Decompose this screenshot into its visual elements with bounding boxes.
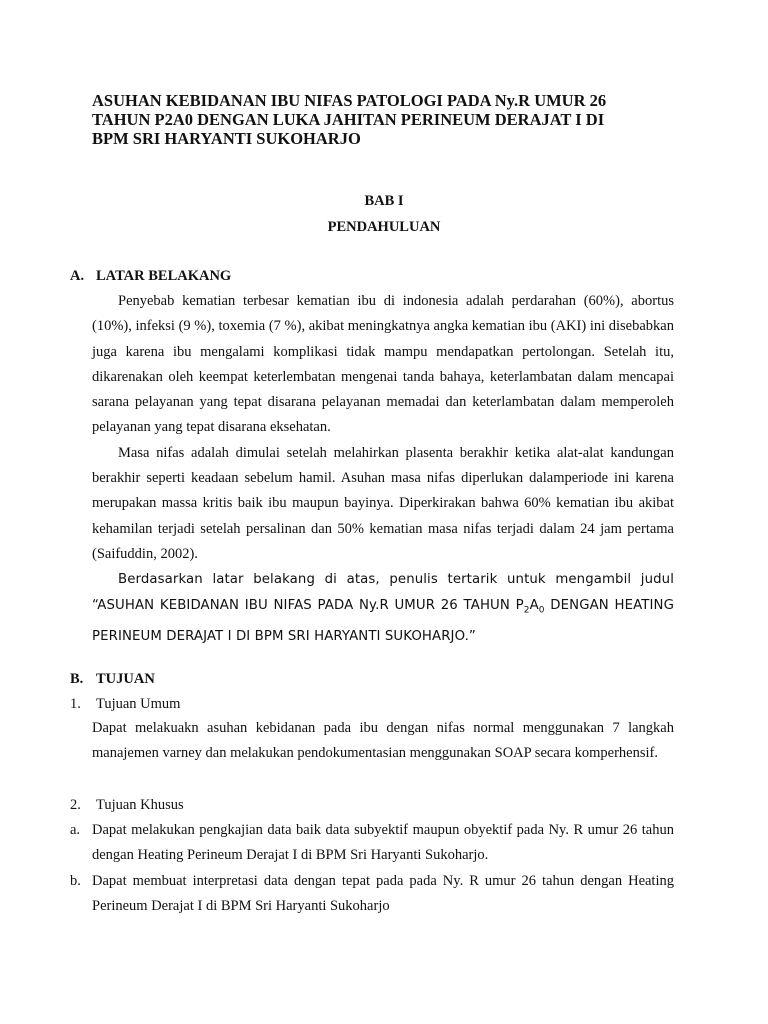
- section-a-label: LATAR BELAKANG: [96, 268, 232, 284]
- title-line-3: BPM SRI HARYANTI SUKOHARJO: [92, 129, 361, 148]
- list-item-1-text: Dapat melakuakn asuhan kebidanan pada ibu dengan nifas normal menggunakan 7 langkah manajemen varney dan melakukan pendokumentasian menggunakan SOAP secara komperhensif.: [92, 720, 674, 762]
- chapter-title: PENDAHULUAN: [327, 219, 441, 235]
- list-item-2-title: Tujuan Khusus: [96, 797, 184, 813]
- section-a-body: [92, 289, 674, 649]
- list-item-1-number: 1.: [70, 696, 81, 712]
- paragraph-2: Masa nifas adalah dimulai setelah melahirkan plasenta berakhir ketika alat-alat kandungan berakhir seperti keadaan sebelum hamil. Asuhan masa nifas diperlukan dalamperiode ini karena merupakan massa kritis baik ibu maupun bayinya. Diperkirakan bahwa 60% kematian ibu akibat kehamilan terjadi setelah persalinan dan 50% kematian masa nifas terjadi dalam 24 jam pertama (Saifuddin, 2002).: [92, 444, 674, 562]
- paragraph-3: [92, 567, 674, 649]
- title-line-2: TAHUN P2A0 DENGAN LUKA JAHITAN PERINEUM DERAJAT I DI: [92, 110, 605, 129]
- sub-item-a-marker: a.: [70, 822, 81, 838]
- sub-item-b-marker: b.: [70, 873, 81, 889]
- section-a-letter: A.: [70, 268, 85, 284]
- section-b-label: TUJUAN: [96, 671, 155, 687]
- chapter-number: BAB I: [364, 193, 404, 209]
- paragraph-3-part-3: DENGAN HEATING PERINEUM DERAJAT I DI BPM SRI HARYANTI SUKOHARJO.”: [92, 597, 674, 644]
- section-b-letter: B.: [70, 671, 84, 687]
- title-line-1: ASUHAN KEBIDANAN IBU NIFAS PATOLOGI PADA Ny.R UMUR 26: [92, 91, 607, 110]
- paragraph-3-sub-1: 2: [523, 605, 530, 616]
- paragraph-1: Penyebab kematian terbesar kematian ibu di indonesia adalah perdarahan (60%), abortus (10%), infeksi (9 %), toxemia (7 %), akibat meningkatnya angka kematian ibu (AKI) ini disebabkan juga karena ibu mengalami komplikasi tidak mampu mendapatkan pertolongan. Setelah itu, dikarenakan oleh keempat keterlembatan mengenai tanda bahaya, keterlambatan dalam mencapai sarana pelayanan yang tepat disarana pelayanan memadai dan keterlambatan dalam memperoleh pelayanan yang tepat disarana eksehatan.: [92, 293, 674, 436]
- sub-item-b: [70, 869, 674, 920]
- sub-item-a: [70, 818, 674, 869]
- paragraph-3-sub-2: 0: [538, 605, 545, 616]
- paragraph-3-part-2: A: [529, 597, 539, 613]
- document-title: [92, 91, 692, 148]
- list-item-1-title: Tujuan Umum: [96, 696, 181, 712]
- paragraph-3-part-1: Berdasarkan latar belakang di atas, penulis tertarik untuk mengambil judul “ASUHAN KEBIDANAN IBU NIFAS PADA Ny.R UMUR 26 TAHUN P: [92, 572, 674, 613]
- sub-item-a-text: Dapat melakukan pengkajian data baik data subyektif maupun obyektif pada Ny. R umur 26 tahun dengan Heating Perineum Derajat I di BPM Sri Haryanti Sukoharjo.: [92, 822, 674, 864]
- sub-item-b-text: Dapat membuat interpretasi data dengan tepat pada pada Ny. R umur 26 tahun dengan Heating Perineum Derajat I di BPM Sri Haryanti Sukoharjo: [92, 873, 674, 915]
- list-item-2-number: 2.: [70, 797, 81, 813]
